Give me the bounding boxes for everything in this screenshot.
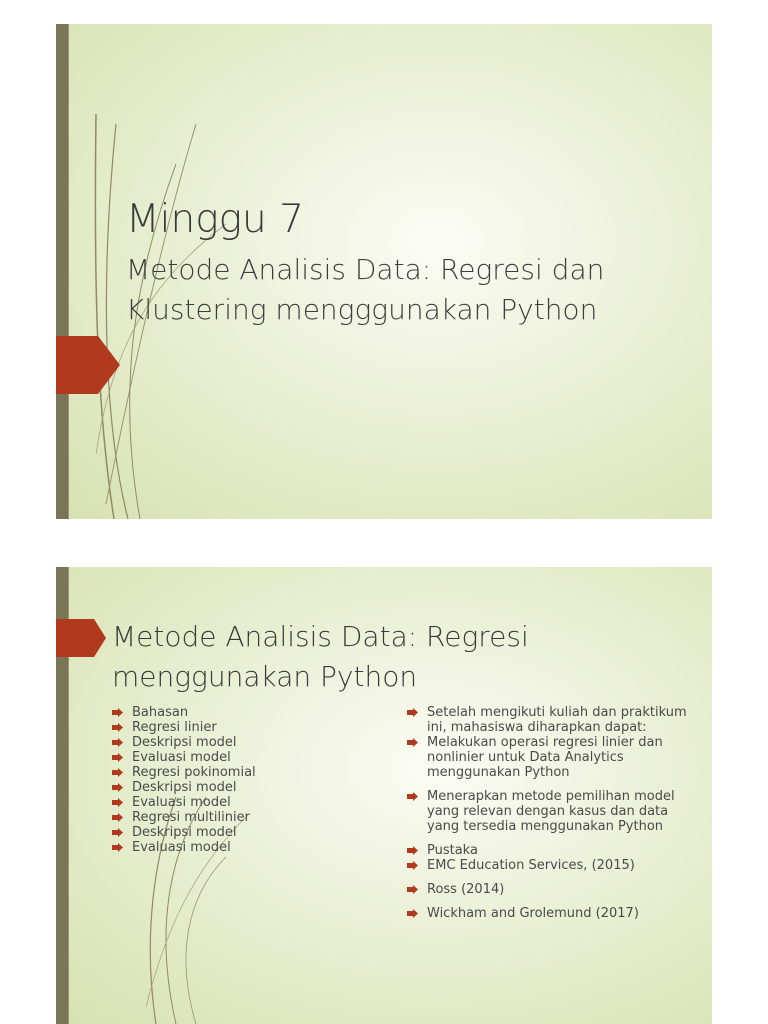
- list-item: [112, 840, 402, 855]
- bullet-icon: [407, 792, 418, 801]
- reference-item: Ross (2014): [427, 882, 505, 897]
- slide-title: Metode Analisis Data: Regresi menggunakan Python: [112, 620, 529, 693]
- topic-item: Evaluasi model: [132, 750, 231, 765]
- list-item: [112, 780, 402, 795]
- bullet-icon: [112, 798, 123, 807]
- topic-group-label: Regresi multilinier: [132, 810, 250, 825]
- topic-item: Deskripsi model: [132, 825, 237, 840]
- bullet-icon: [112, 783, 123, 792]
- list-item: [407, 906, 697, 921]
- topic-item: Evaluasi model: [132, 795, 231, 810]
- list-item: [407, 882, 697, 897]
- slide-title: Minggu 7: [126, 197, 304, 242]
- references-heading: Pustaka: [427, 843, 478, 858]
- list-item: [112, 765, 402, 780]
- topic-group-label: Regresi linier: [132, 720, 217, 735]
- title-slide: [56, 24, 712, 519]
- list-item: [112, 720, 402, 735]
- list-item: [407, 705, 697, 735]
- list-item: [112, 825, 402, 840]
- reference-item: EMC Education Services, (2015): [427, 858, 635, 873]
- topics-heading: Bahasan: [132, 705, 189, 720]
- objectives-heading: Setelah mengikuti kuliah dan praktikum ini, mahasiswa diharapkan dapat:: [427, 705, 687, 735]
- bullet-icon: [407, 861, 418, 870]
- topic-group-label: Regresi pokinomial: [132, 765, 256, 780]
- list-item: [407, 735, 697, 780]
- list-item: [112, 705, 402, 720]
- topics-list: [112, 705, 402, 855]
- bullet-icon: [112, 843, 123, 852]
- bullet-icon: [112, 723, 123, 732]
- bullet-icon: [407, 846, 418, 855]
- bullet-icon: [407, 885, 418, 894]
- bullet-icon: [112, 813, 123, 822]
- objective-item: Melakukan operasi regresi linier dan nonlinier untuk Data Analytics menggunakan Python: [427, 735, 663, 780]
- list-item: [112, 750, 402, 765]
- topic-item: Deskripsi model: [132, 735, 237, 750]
- bullet-icon: [112, 768, 123, 777]
- list-item: [407, 843, 697, 858]
- topic-item: Evaluasi model: [132, 840, 231, 855]
- bullet-icon: [112, 753, 123, 762]
- slide-subtitle: Metode Analisis Data: Regresi dan Klustering mengggunakan Python: [126, 253, 605, 326]
- list-item: [112, 795, 402, 810]
- bullet-icon: [112, 828, 123, 837]
- list-item: [407, 858, 697, 873]
- objective-item: Menerapkan metode pemilihan model yang relevan dengan kasus dan data yang tersedia menggunakan Python: [427, 789, 675, 834]
- list-item: [112, 810, 402, 825]
- bullet-icon: [112, 708, 123, 717]
- objectives-list: [407, 705, 697, 930]
- bullet-icon: [407, 738, 418, 747]
- accent-bar: [56, 24, 68, 519]
- content-slide: [56, 567, 712, 1024]
- red-arrow-marker: [56, 619, 106, 657]
- reference-item: Wickham and Grolemund (2017): [427, 906, 639, 921]
- bullet-icon: [407, 708, 418, 717]
- bullet-icon: [407, 909, 418, 918]
- list-item: [112, 735, 402, 750]
- topic-item: Deskripsi model: [132, 780, 237, 795]
- bullet-icon: [112, 738, 123, 747]
- list-item: [407, 789, 697, 834]
- red-arrow-marker: [56, 336, 120, 394]
